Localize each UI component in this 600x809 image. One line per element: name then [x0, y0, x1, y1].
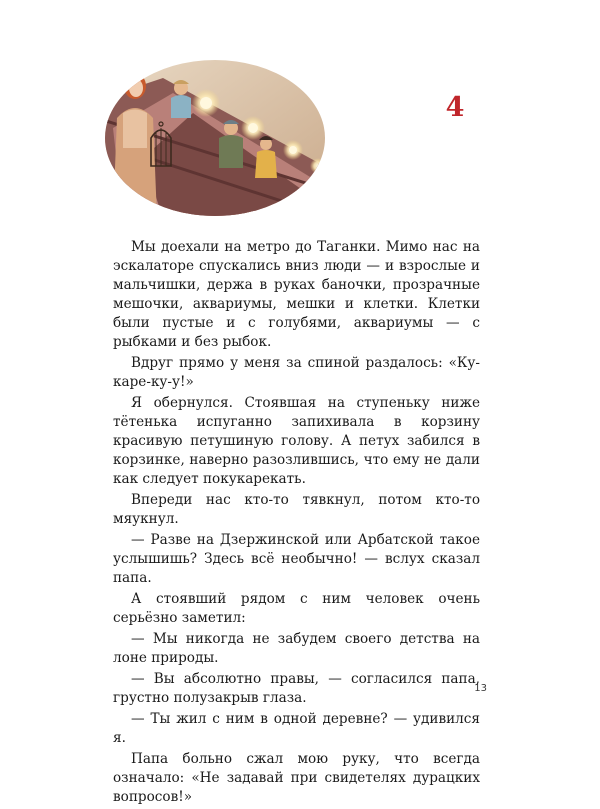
paragraph: Мы доехали на метро до Таганки. Мимо нас на эскалаторе спускались вниз люди — и взрослые и мальчишки, держа в руках баночки, прозрачные мешочки, аквариумы, мешки и клетки. Клетки были пустые и с голубями, аквариумы — с рыбками и без рыбок.: [113, 239, 480, 350]
paragraph: — Разве на Дзержинской или Арбатской такое услышишь? Здесь всё необычно! — вслух сказал папа.: [113, 532, 480, 586]
paragraph: Папа больно сжал мою руку, что всегда означало: «Не задавай при свидетелях дурацких вопросов!»: [113, 751, 480, 805]
paragraph: А стоявший рядом с ним человек очень серьёзно заметил:: [113, 591, 480, 626]
paragraph: — Вы абсолютно правы, — согласился папа, грустно полузакрыв глаза.: [113, 671, 480, 706]
paragraph: — Мы никогда не забудем своего детства на лоне природы.: [113, 631, 480, 666]
paragraph: Впереди нас кто-то тявкнул, потом кто-то мяукнул.: [113, 492, 480, 527]
paragraph: Вдруг прямо у меня за спиной раздалось: «Ку-каре-ку-у!»: [113, 355, 480, 390]
escalator-illustration: [103, 58, 328, 218]
page-number: 13: [474, 683, 487, 694]
paragraph: Я обернулся. Стоявшая на ступеньку ниже тётенька испуганно запихивала в корзину красивую петушиную голову. А петух забился в корзинке, наверно разозлившись, что ему не дали как следует покукарекать.: [113, 395, 480, 487]
chapter-number: 4: [445, 92, 465, 123]
body-text: [113, 238, 480, 809]
paragraph: — Ты жил с ним в одной деревне? — удивился я.: [113, 711, 480, 746]
